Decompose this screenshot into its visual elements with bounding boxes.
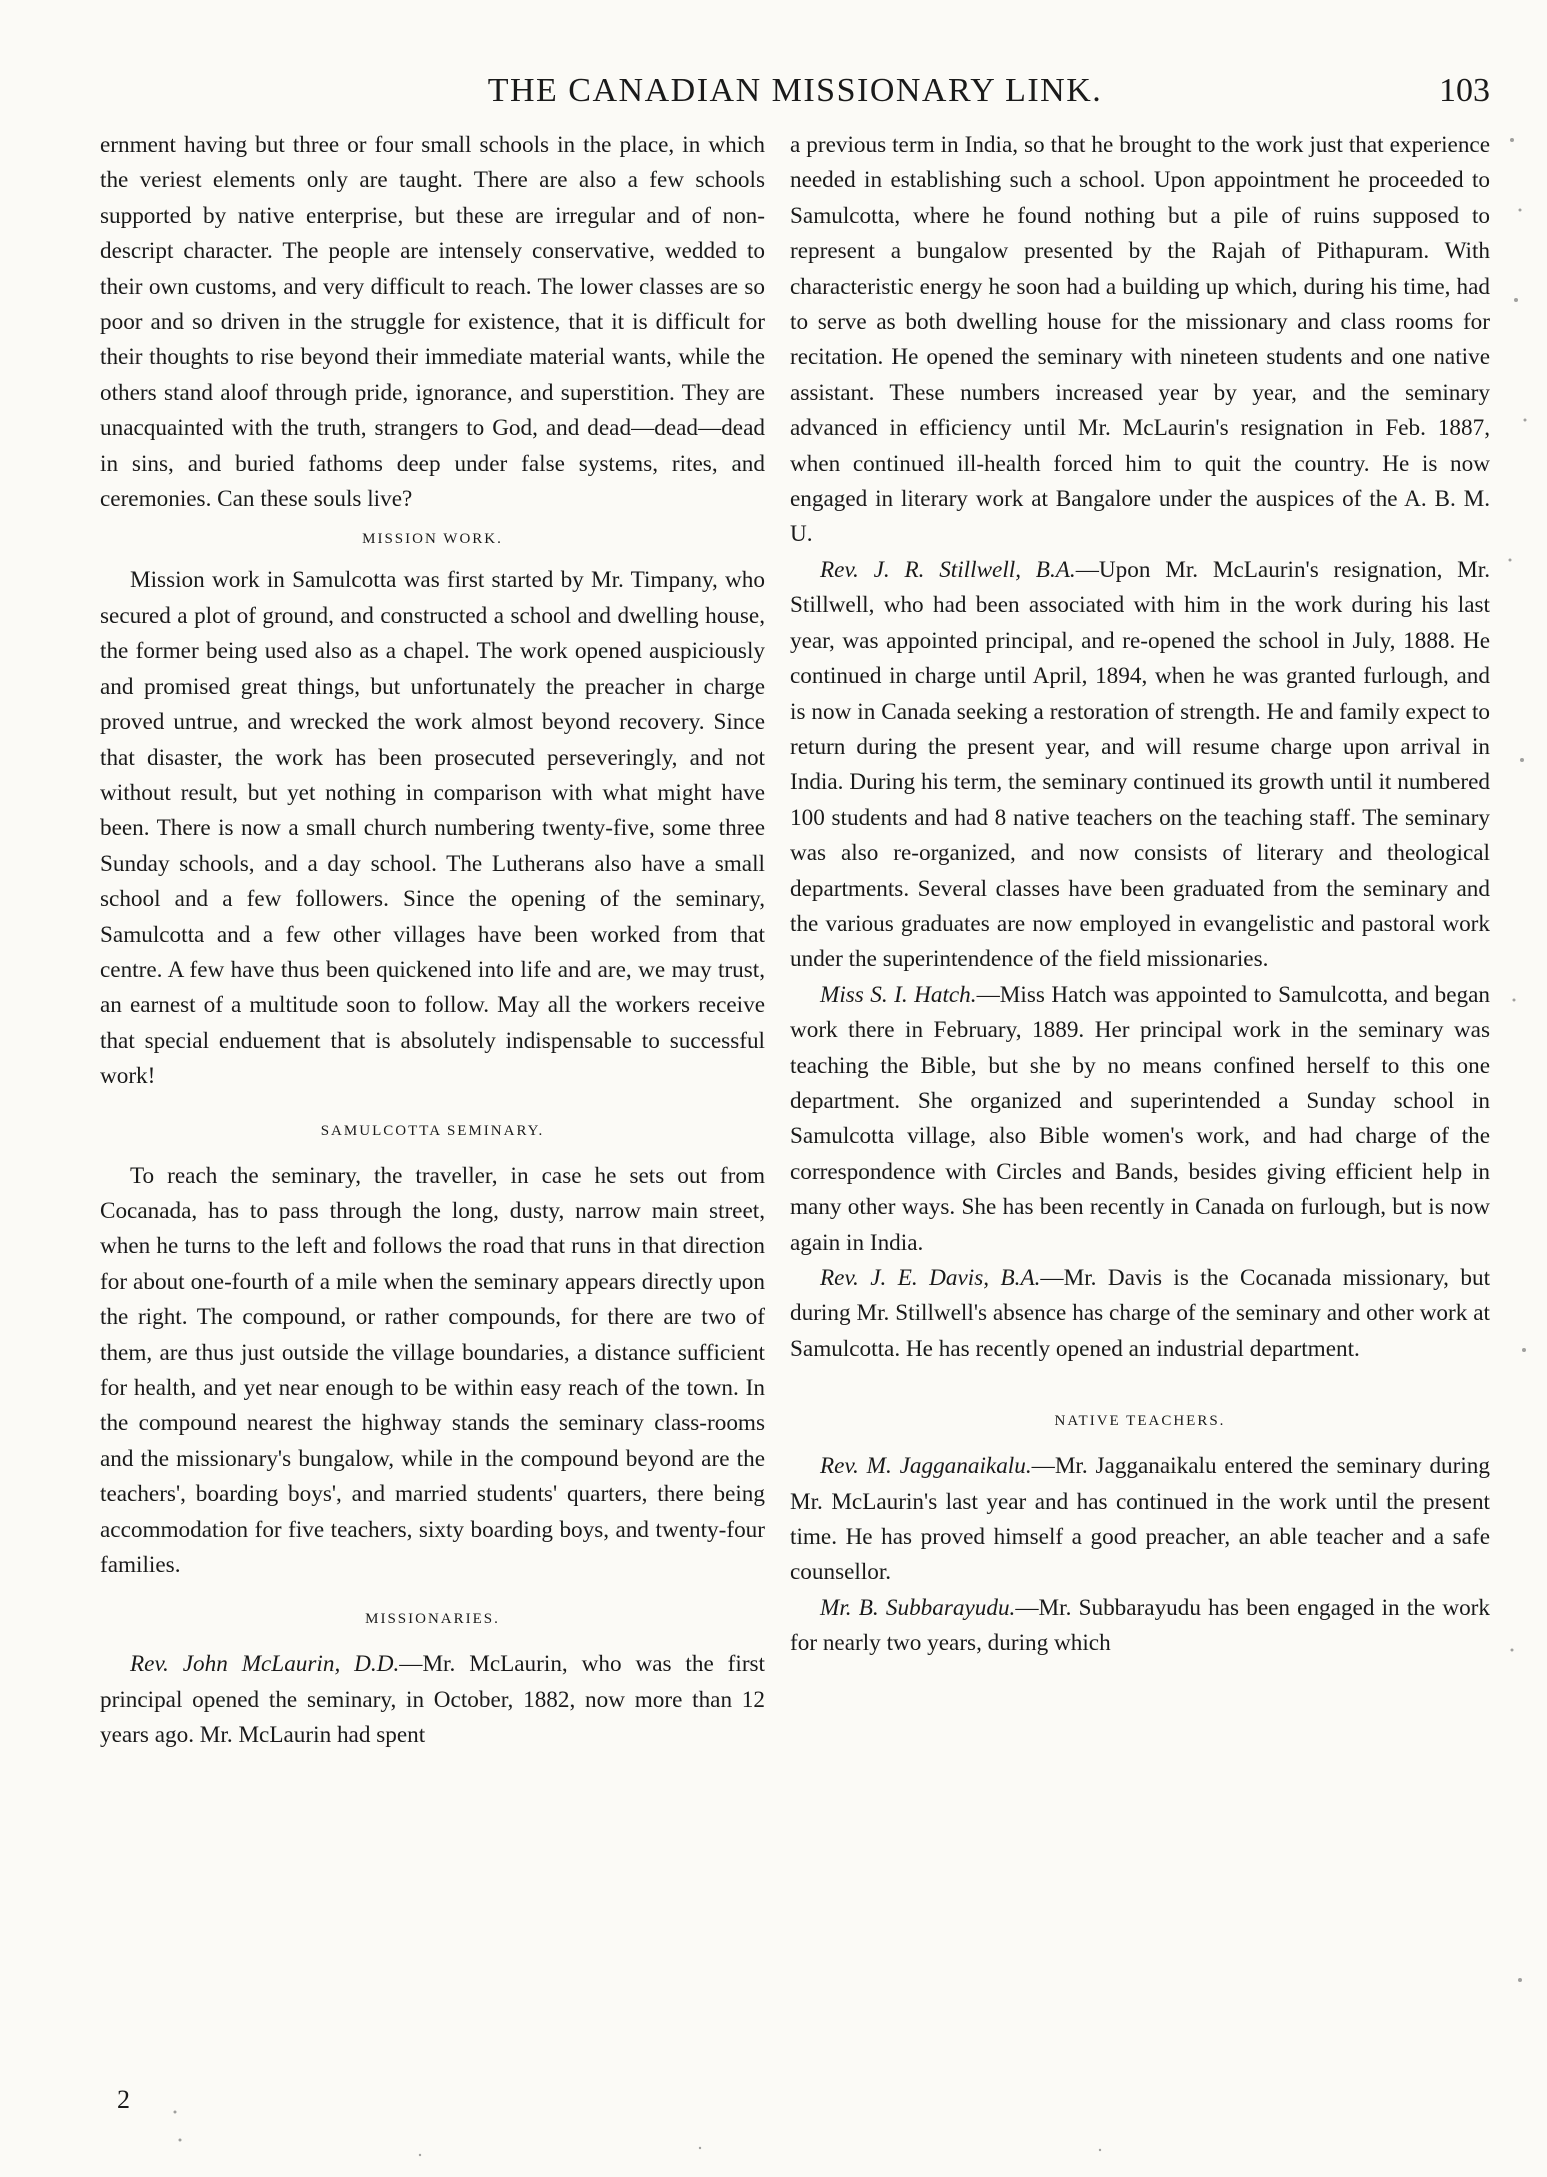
- mission-work-paragraph: Mission work in Samulcotta was first started by Mr. Timpany, who secured a plot of ground, and constructed a school and dwelling house, the former being used also as a chapel. The work opened auspiciously and promised great things, but unfortunately the preacher in charge proved untrue, and wrecked the work almost beyond recovery. Since that disaster, the work has been prosecuted perseveringly, and not without result, but yet nothing in comparison with what might have been. There is now a small church numbering twenty-five, some three Sunday schools, and a day school. The Lutherans also have a small school and a few followers. Since the opening of the seminary, Samulcotta and a few other villages have been worked from that centre. A few have thus been quickened into life and are, we may trust, an earnest of a multitude soon to follow. May all the workers receive that special enduement that is absolutely indispensable to successful work!: [100, 567, 765, 1090]
- missionary-entry-hatch: [790, 978, 1490, 1261]
- entry-name: Rev. J. R. Stillwell, B.A.: [820, 556, 1076, 583]
- entry-name: Miss S. I. Hatch.: [820, 981, 977, 1008]
- entry-text: —Mr. Davis is the Cocanada missionary, but during Mr. Stillwell's absence has charge of the seminary and other work at Samulcotta. He has recently opened an industrial department.: [790, 1265, 1491, 1362]
- missionary-entry-davis: [790, 1261, 1490, 1367]
- entry-name: Mr. B. Subbarayudu.: [820, 1594, 1016, 1621]
- missionary-entry-mclaurin: [100, 1647, 765, 1753]
- section-heading-mission-work: MISSION WORK.: [362, 531, 503, 548]
- page-header: [100, 68, 1490, 118]
- page-number: 103: [1439, 72, 1490, 109]
- intro-paragraph: ernment having but three or four small schools in the place, in which the veriest elements only are taught. There are also a few schools supported by native enterprise, but these are irregular and of non-descript character. The people are intensely conservative, wedded to their own customs, and very difficult to reach. The lower classes are so poor and so driven in the struggle for existence, that it is difficult for their thoughts to rise beyond their immediate material wants, while the others stand aloof through pride, ignorance, and superstition. They are unacquainted with the truth, strangers to God, and dead—dead—dead in sins, and buried fathoms deep under false systems, rites, and ceremonies. Can these souls live?: [100, 132, 765, 513]
- teacher-entry-jagganaikalu: [790, 1449, 1490, 1591]
- section-heading-native-teachers: NATIVE TEACHERS.: [1054, 1413, 1226, 1430]
- entry-text: —Mr. Jagganaikalu entered the seminary during Mr. McLaurin's last year and has continued in the work until the present time. He has proved himself a good preacher, an able teacher and a safe counsellor.: [790, 1453, 1490, 1586]
- entry-text: —Miss Hatch was appointed to Samulcotta, and began work there in February, 1889. Her principal work in the seminary was teaching the Bible, but she by no means confined herself to this one department. She organized and superintended a Sunday school in Samulcotta village, also Bible women's work, and had charge of the correspondence with Circles and Bands, besides giving efficient help in many other ways. She has been recently in Canada on furlough, but is now again in India.: [790, 981, 1490, 1256]
- entry-name: Rev. J. E. Davis, B.A.: [820, 1265, 1041, 1291]
- section-heading-seminary: SAMULCOTTA SEMINARY.: [320, 1122, 545, 1139]
- right-column: [790, 128, 1490, 1662]
- missionary-entry-stillwell: [790, 553, 1490, 978]
- entry-text: —Mr. McLaurin, who was the first principal opened the seminary, in October, 1882, now more than 12 years ago. Mr. McLaurin had spent: [100, 1651, 766, 1749]
- entry-text: —Mr. Subbarayudu has been engaged in the work for nearly two years, during which: [790, 1594, 1490, 1657]
- teacher-entry-subbarayudu: [790, 1591, 1490, 1662]
- left-column: [100, 128, 765, 1754]
- signature-number: 2: [117, 2085, 130, 2114]
- section-heading-missionaries: MISSIONARIES.: [365, 1611, 500, 1628]
- seminary-paragraph: To reach the seminary, the traveller, in case he sets out from Cocanada, has to pass through the long, dusty, narrow main street, when he turns to the left and follows the road that runs in that direction for about one-fourth of a mile when the seminary appears directly upon the right. The compound, or rather compounds, for there are two of them, are thus just outside the village boundaries, a distance sufficient for health, and yet near enough to be within easy reach of the town. In the compound nearest the highway stands the seminary class-rooms and the missionary's bungalow, while in the compound beyond are the teachers', boarding boys', and married students' quarters, there being accommodation for five teachers, sixty boarding boys, and twenty-four families.: [100, 1162, 765, 1579]
- entry-text: —Upon Mr. McLaurin's resignation, Mr. Stillwell, who had been associated with him in the work during his last year, was appointed principal, and re-opened the school in July, 1888. He continued in charge until April, 1894, when he was granted furlough, and is now in Canada seeking a restoration of strength. He and family expect to return during the present year, and will resume charge upon arrival in India. During his term, the seminary continued its growth until it numbered 100 students and had 8 native teachers on the teaching staff. The seminary was also re-organized, and now consists of literary and theological departments. Several classes have been graduated from the seminary and the various graduates are now employed in evangelistic and pastoral work under the superintendence of the field missionaries.: [790, 556, 1490, 973]
- entry-name: Rev. M. Jagganaikalu.: [820, 1453, 1032, 1480]
- continuation-paragraph: a previous term in India, so that he brought to the work just that experience needed in establishing such a school. Upon appointment he proceeded to Samulcotta, where he found nothing but a pile of ruins supposed to represent a bungalow presented by the Rajah of Pithapuram. With characteristic energy he soon had a building up which, during his time, had to serve as both dwelling house for the missionary and class rooms for recitation. He opened the seminary with nineteen students and one native assistant. These numbers increased year by year, and the seminary advanced in efficiency until Mr. McLaurin's resignation in Feb. 1887, when continued ill-health forced him to quit the country. He is now engaged in literary work at Bangalore under the auspices of the A. B. M. U.: [790, 132, 1490, 548]
- journal-title: THE CANADIAN MISSIONARY LINK.: [487, 72, 1103, 109]
- entry-name: Rev. John McLaurin, D.D.: [130, 1651, 400, 1678]
